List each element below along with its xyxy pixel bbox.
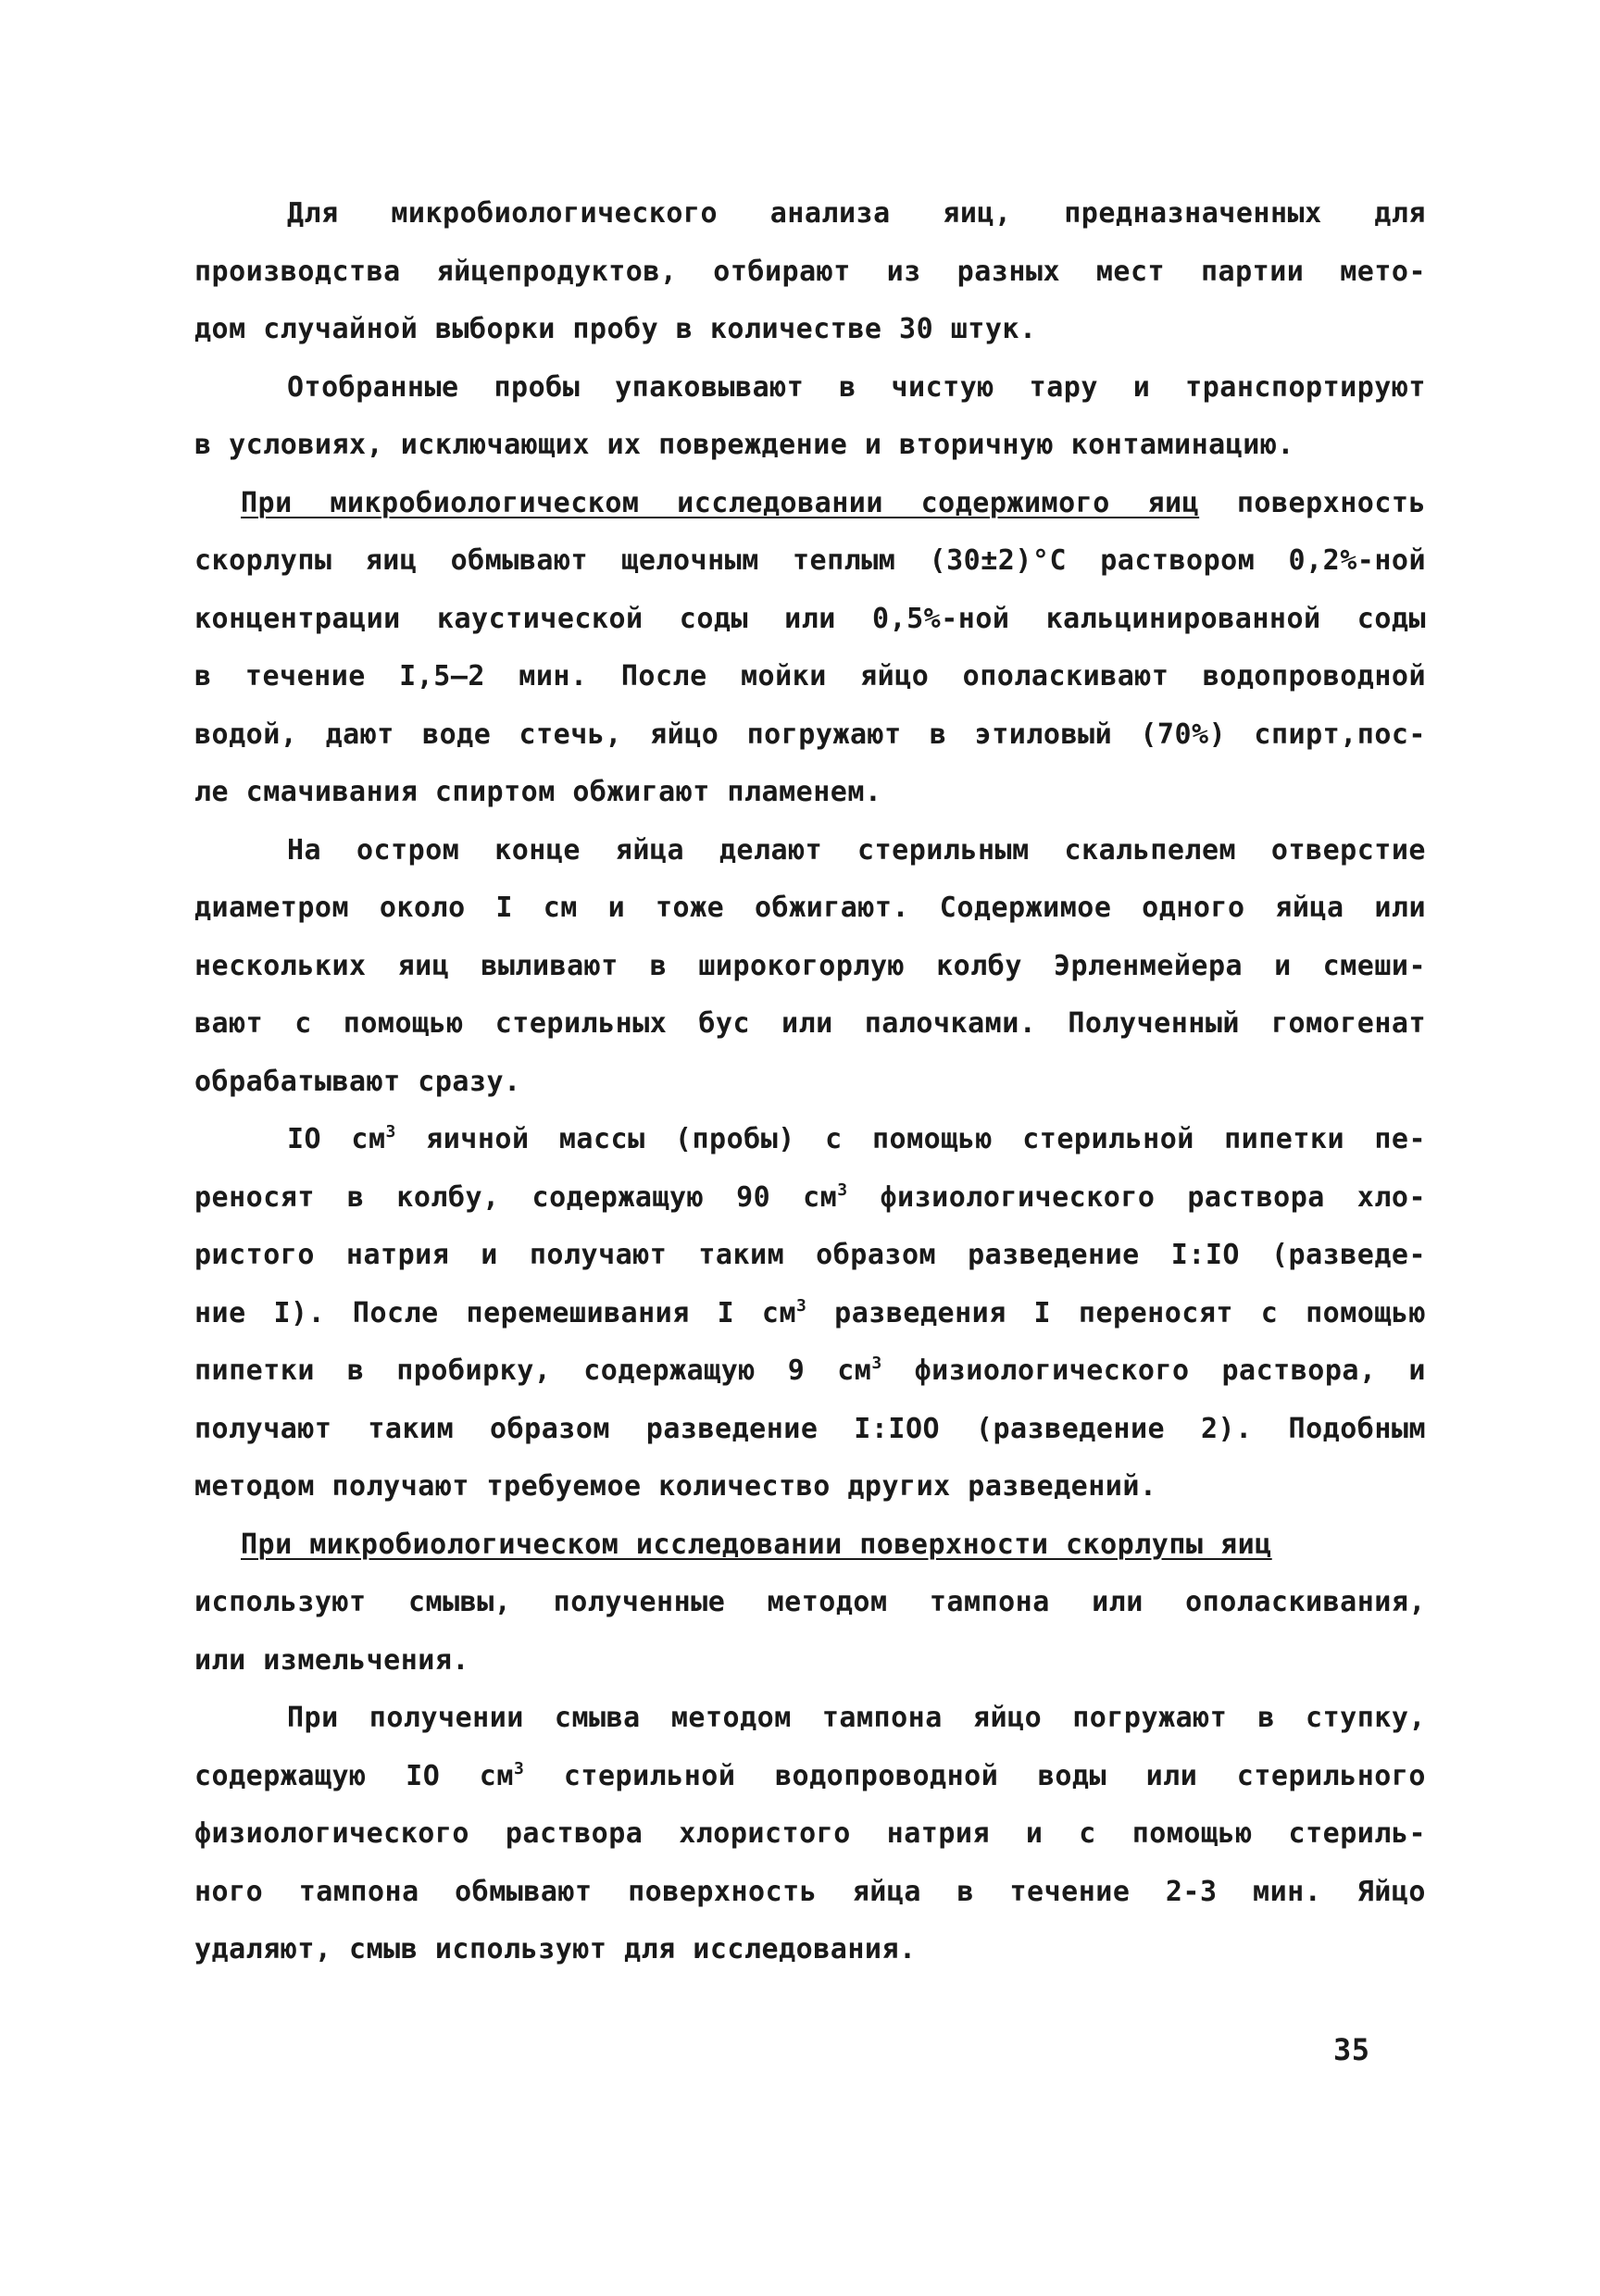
text-line: При получении смыва методом тампона яйцо погружают в ступку, xyxy=(287,1702,1426,1734)
text-line: или измельчения. xyxy=(194,1643,469,1677)
text-line: скорлупы яиц обмывают щелочным теплым (30±2)°С раствором 0,2%-ной xyxy=(194,544,1426,577)
text-line xyxy=(194,1516,1426,1575)
text-line: пипетки в пробирку, содержащую 9 $см^3$ физиологического раствора, и xyxy=(194,1354,1426,1387)
text-line: обрабатывают сразу. xyxy=(194,1065,521,1098)
text-line: концентрации каустической соды или 0,5%-ной кальцинированной соды xyxy=(194,602,1426,635)
text-line: На остром конце яйца делают стерильным скальпелем отверстие xyxy=(287,833,1426,867)
text-line: ле смачивания спиртом обжигают пламенем. xyxy=(194,776,882,808)
text-line: удаляют, смыв используют для исследования. xyxy=(194,1933,917,1965)
section-heading-underlined: При микробиологическом исследовании содержимого яиц xyxy=(241,486,1200,519)
text-line: получают таким образом разведение I:IOO (разведение 2). Подобным xyxy=(194,1412,1426,1445)
text-line: диаметром около I см и тоже обжигают. Содержимое одного яйца или xyxy=(194,892,1426,924)
text-line: реносят в колбу, содержащую 90 $см^3$ физиологического раствора хло- xyxy=(194,1179,1426,1214)
text-line: в течение I,5–2 мин. После мойки яйцо ополаскивают водопроводной xyxy=(194,660,1426,693)
text-line: ного тампона обмывают поверхность яйца в течение 2-3 мин. Яйцо xyxy=(194,1875,1426,1908)
text-line: в условиях, исключающих их повреждение и вторичную контаминацию. xyxy=(194,429,1294,461)
text-line: IO $см^3$ яичной массы (пробы) с помощью стерильной пипетки пе- xyxy=(287,1122,1427,1155)
superscript: 3 xyxy=(385,1122,396,1142)
body-text xyxy=(194,185,1426,1979)
text-line: ристого натрия и получают таким образом разведение I:IO (разведе- xyxy=(194,1239,1426,1271)
text-line: Для микробиологического анализа яиц, предназначенных для xyxy=(287,197,1426,230)
text-line: физиологического раствора хлористого натрия и с помощью стериль- xyxy=(194,1817,1426,1850)
text-line: вают с помощью стерильных бус или палочками. Полученный гомогенат xyxy=(194,1007,1426,1040)
text-line: производства яйцепродуктов, отбирают из разных мест партии мето- xyxy=(194,255,1426,288)
text-line: методом получают требуемое количество других разведений. xyxy=(194,1470,1157,1503)
text-line: содержащую IO $см^3$ стерильной водопроводной воды или стерильного xyxy=(194,1758,1426,1792)
superscript: 3 xyxy=(796,1295,807,1316)
superscript: 3 xyxy=(513,1758,525,1778)
superscript: 3 xyxy=(871,1354,882,1373)
text-line: нескольких яиц выливают в широкогорлую колбу Эрленмейера и смеши- xyxy=(194,949,1426,982)
text-line: водой, дают воде стечь, яйцо погружают в этиловый (70%) спирт,пос- xyxy=(194,718,1426,751)
text-line: Отобранные пробы упаковывают в чистую тару и транспортируют xyxy=(287,370,1426,404)
page-number: 35 xyxy=(1333,2032,1370,2067)
text-line: При микробиологическом исследовании содержимого яиц поверхность xyxy=(241,486,1427,519)
superscript: 3 xyxy=(837,1179,848,1200)
text-line: используют смывы, полученные методом тампона или ополаскивания, xyxy=(194,1586,1426,1618)
section-heading-underlined: При микробиологическом исследовании поверхности скорлупы яиц xyxy=(241,1528,1272,1561)
text-line: дом случайной выборки пробу в количестве 30 штук. xyxy=(194,313,1037,345)
text-line: ние I). После перемешивания I $см^3$ разведения I переносят с помощью xyxy=(194,1295,1426,1329)
